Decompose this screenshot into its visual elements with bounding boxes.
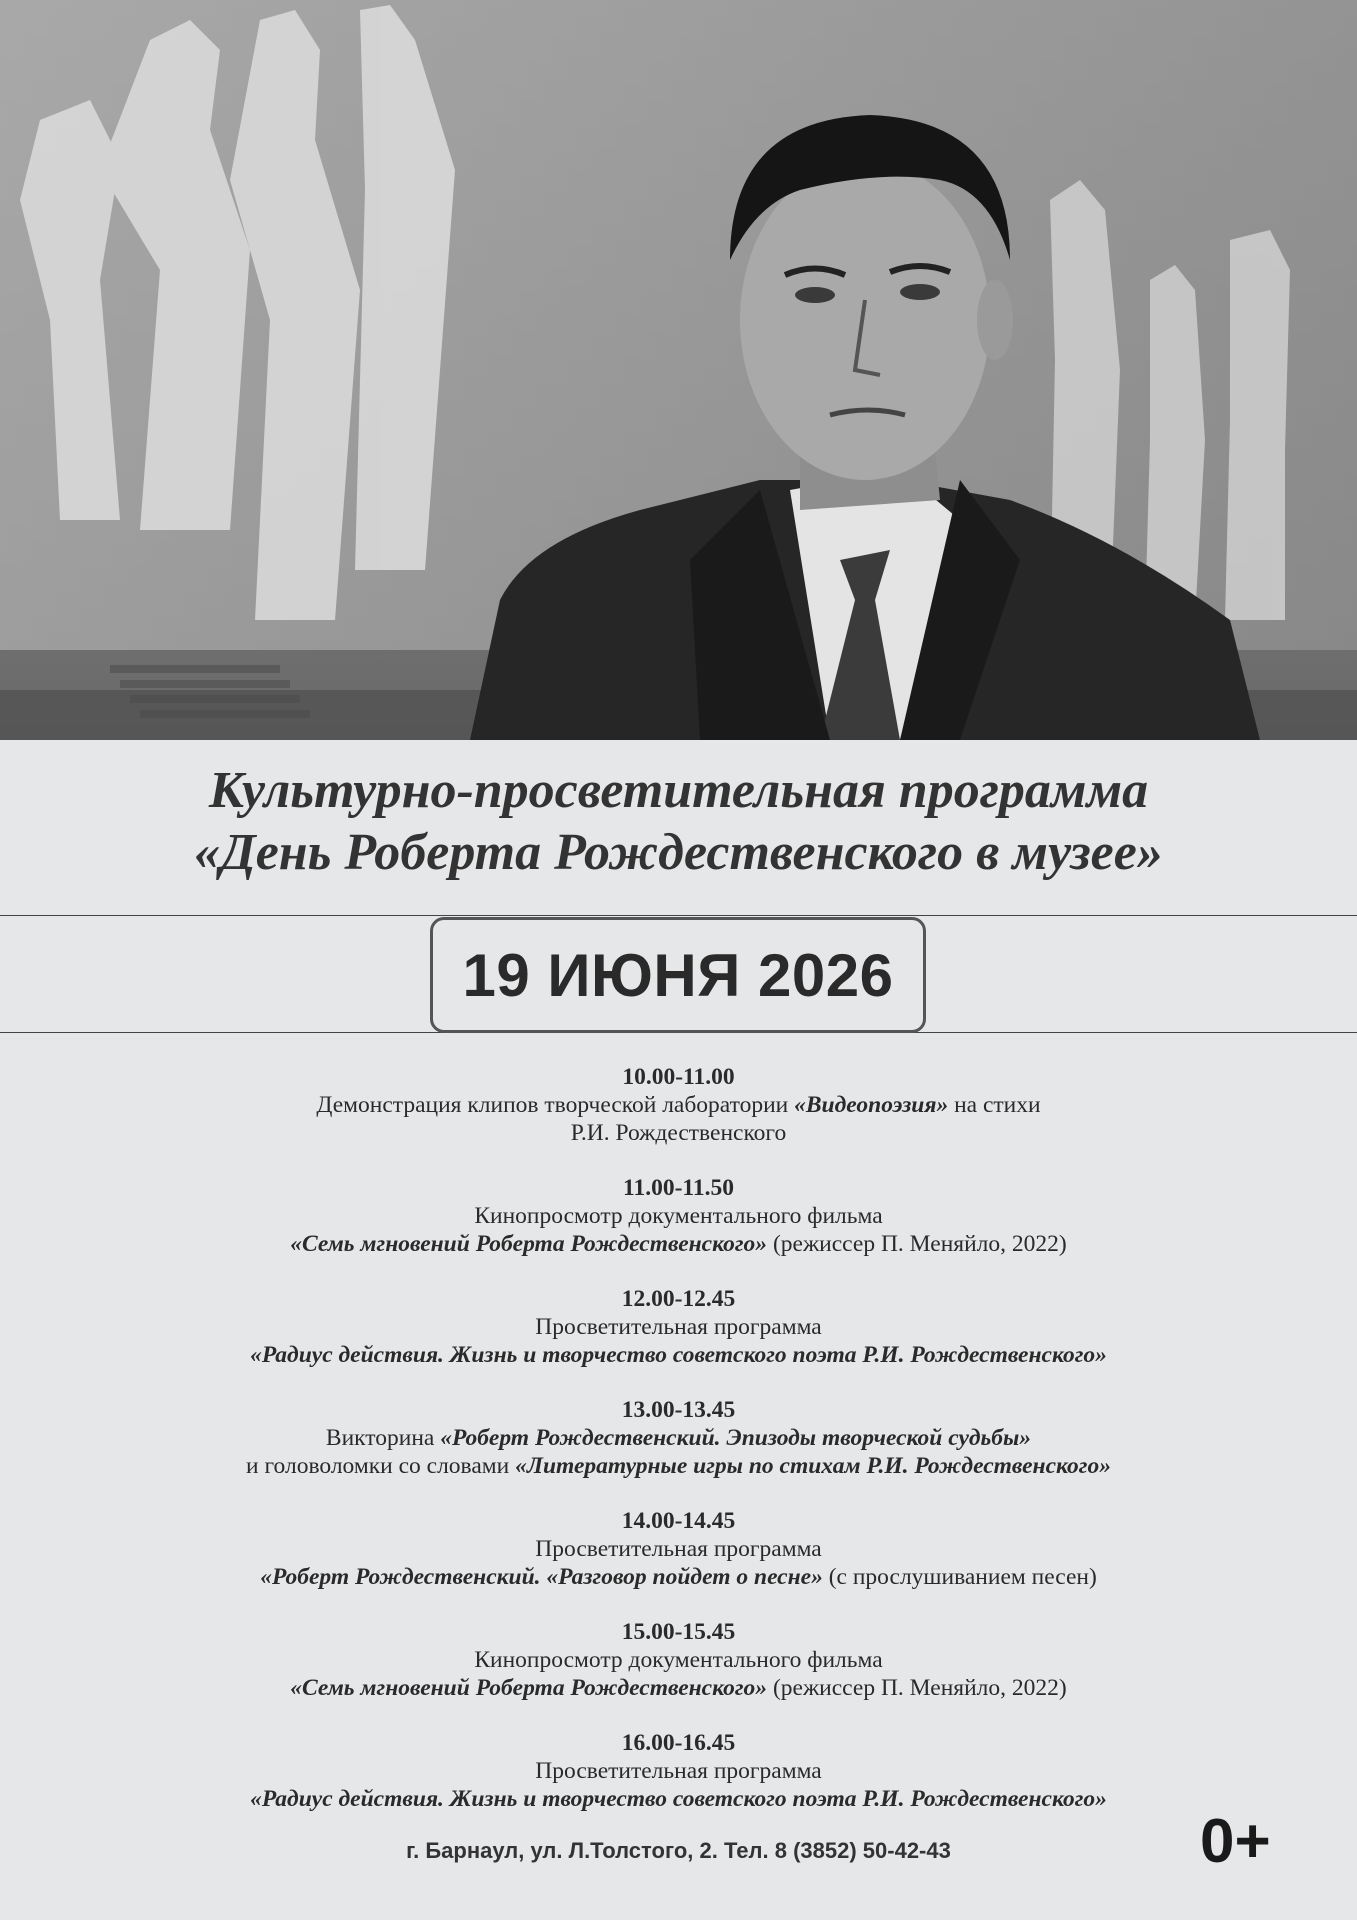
title-line-1: Культурно-просветительная программа xyxy=(208,762,1149,819)
schedule-description-line xyxy=(0,1452,1357,1480)
schedule-description-line xyxy=(0,1757,1357,1785)
schedule-time: 13.00-13.45 xyxy=(621,1397,736,1423)
event-name: «Семь мгновений Роберта Рождественского» xyxy=(290,1231,768,1257)
schedule-item xyxy=(0,1174,1357,1258)
description-text: Просветительная программа xyxy=(535,1536,822,1562)
address-footer: г. Барнаул, ул. Л.Толстого, 2. Тел. 8 (3852) 50-42-43 xyxy=(406,1838,951,1863)
description-text: и головоломки со словами xyxy=(246,1453,516,1479)
event-name: «Радиус действия. Жизнь и творчество советского поэта Р.И. Рождественского» xyxy=(250,1786,1107,1812)
schedule-item xyxy=(0,1396,1357,1480)
schedule-description-line xyxy=(0,1119,1357,1147)
schedule-description-line xyxy=(0,1646,1357,1674)
schedule-time: 16.00-16.45 xyxy=(621,1730,736,1756)
event-name: «Роберт Рождественский. Эпизоды творческой судьбы» xyxy=(440,1425,1032,1451)
schedule-list xyxy=(0,1063,1357,1840)
description-text: на стихи xyxy=(948,1092,1041,1118)
description-text: Кинопросмотр документального фильма xyxy=(474,1203,883,1229)
description-text: Викторина xyxy=(325,1425,441,1451)
description-text: Р.И. Рождественского xyxy=(570,1120,787,1146)
schedule-description-line xyxy=(0,1785,1357,1813)
event-date: 19 ИЮНЯ 2026 xyxy=(430,917,926,1033)
portrait-illustration xyxy=(0,0,1357,740)
schedule-description-line xyxy=(0,1424,1357,1452)
description-text: (режиссер П. Меняйло, 2022) xyxy=(767,1231,1067,1257)
event-name: «Видеопоэзия» xyxy=(794,1092,949,1118)
schedule-description-line xyxy=(0,1091,1357,1119)
description-text: Просветительная программа xyxy=(535,1314,822,1340)
event-name: «Литературные игры по стихам Р.И. Рождественского» xyxy=(515,1453,1111,1479)
schedule-description-line xyxy=(0,1313,1357,1341)
schedule-item xyxy=(0,1729,1357,1813)
description-text: (режиссер П. Меняйло, 2022) xyxy=(767,1675,1067,1701)
title-line-2: «День Роберта Рождественского в музее» xyxy=(194,824,1163,881)
schedule-description-line xyxy=(0,1202,1357,1230)
age-rating-badge: 0+ xyxy=(1200,1807,1271,1876)
schedule-time: 12.00-12.45 xyxy=(621,1286,736,1312)
description-text: Просветительная программа xyxy=(535,1758,822,1784)
schedule-description-line xyxy=(0,1535,1357,1563)
program-title xyxy=(0,740,1357,915)
poet-photo xyxy=(0,0,1357,740)
schedule-time: 10.00-11.00 xyxy=(622,1064,735,1090)
description-text: Демонстрация клипов творческой лаборатории xyxy=(316,1092,795,1118)
schedule-item xyxy=(0,1285,1357,1369)
schedule-item xyxy=(0,1618,1357,1702)
schedule-item xyxy=(0,1507,1357,1591)
schedule-time: 15.00-15.45 xyxy=(621,1619,736,1645)
description-text: (с прослушиванием песен) xyxy=(822,1564,1097,1590)
schedule-description-line xyxy=(0,1674,1357,1702)
event-name: «Роберт Рождественский. «Разговор пойдет о песне» xyxy=(260,1564,823,1590)
schedule-description-line xyxy=(0,1341,1357,1369)
description-text: Кинопросмотр документального фильма xyxy=(474,1647,883,1673)
schedule-time: 14.00-14.45 xyxy=(621,1508,736,1534)
schedule-description-line xyxy=(0,1230,1357,1258)
event-name: «Радиус действия. Жизнь и творчество советского поэта Р.И. Рождественского» xyxy=(250,1342,1107,1368)
event-name: «Семь мгновений Роберта Рождественского» xyxy=(290,1675,768,1701)
schedule-description-line xyxy=(0,1563,1357,1591)
schedule-time: 11.00-11.50 xyxy=(623,1175,734,1201)
schedule-item xyxy=(0,1063,1357,1147)
